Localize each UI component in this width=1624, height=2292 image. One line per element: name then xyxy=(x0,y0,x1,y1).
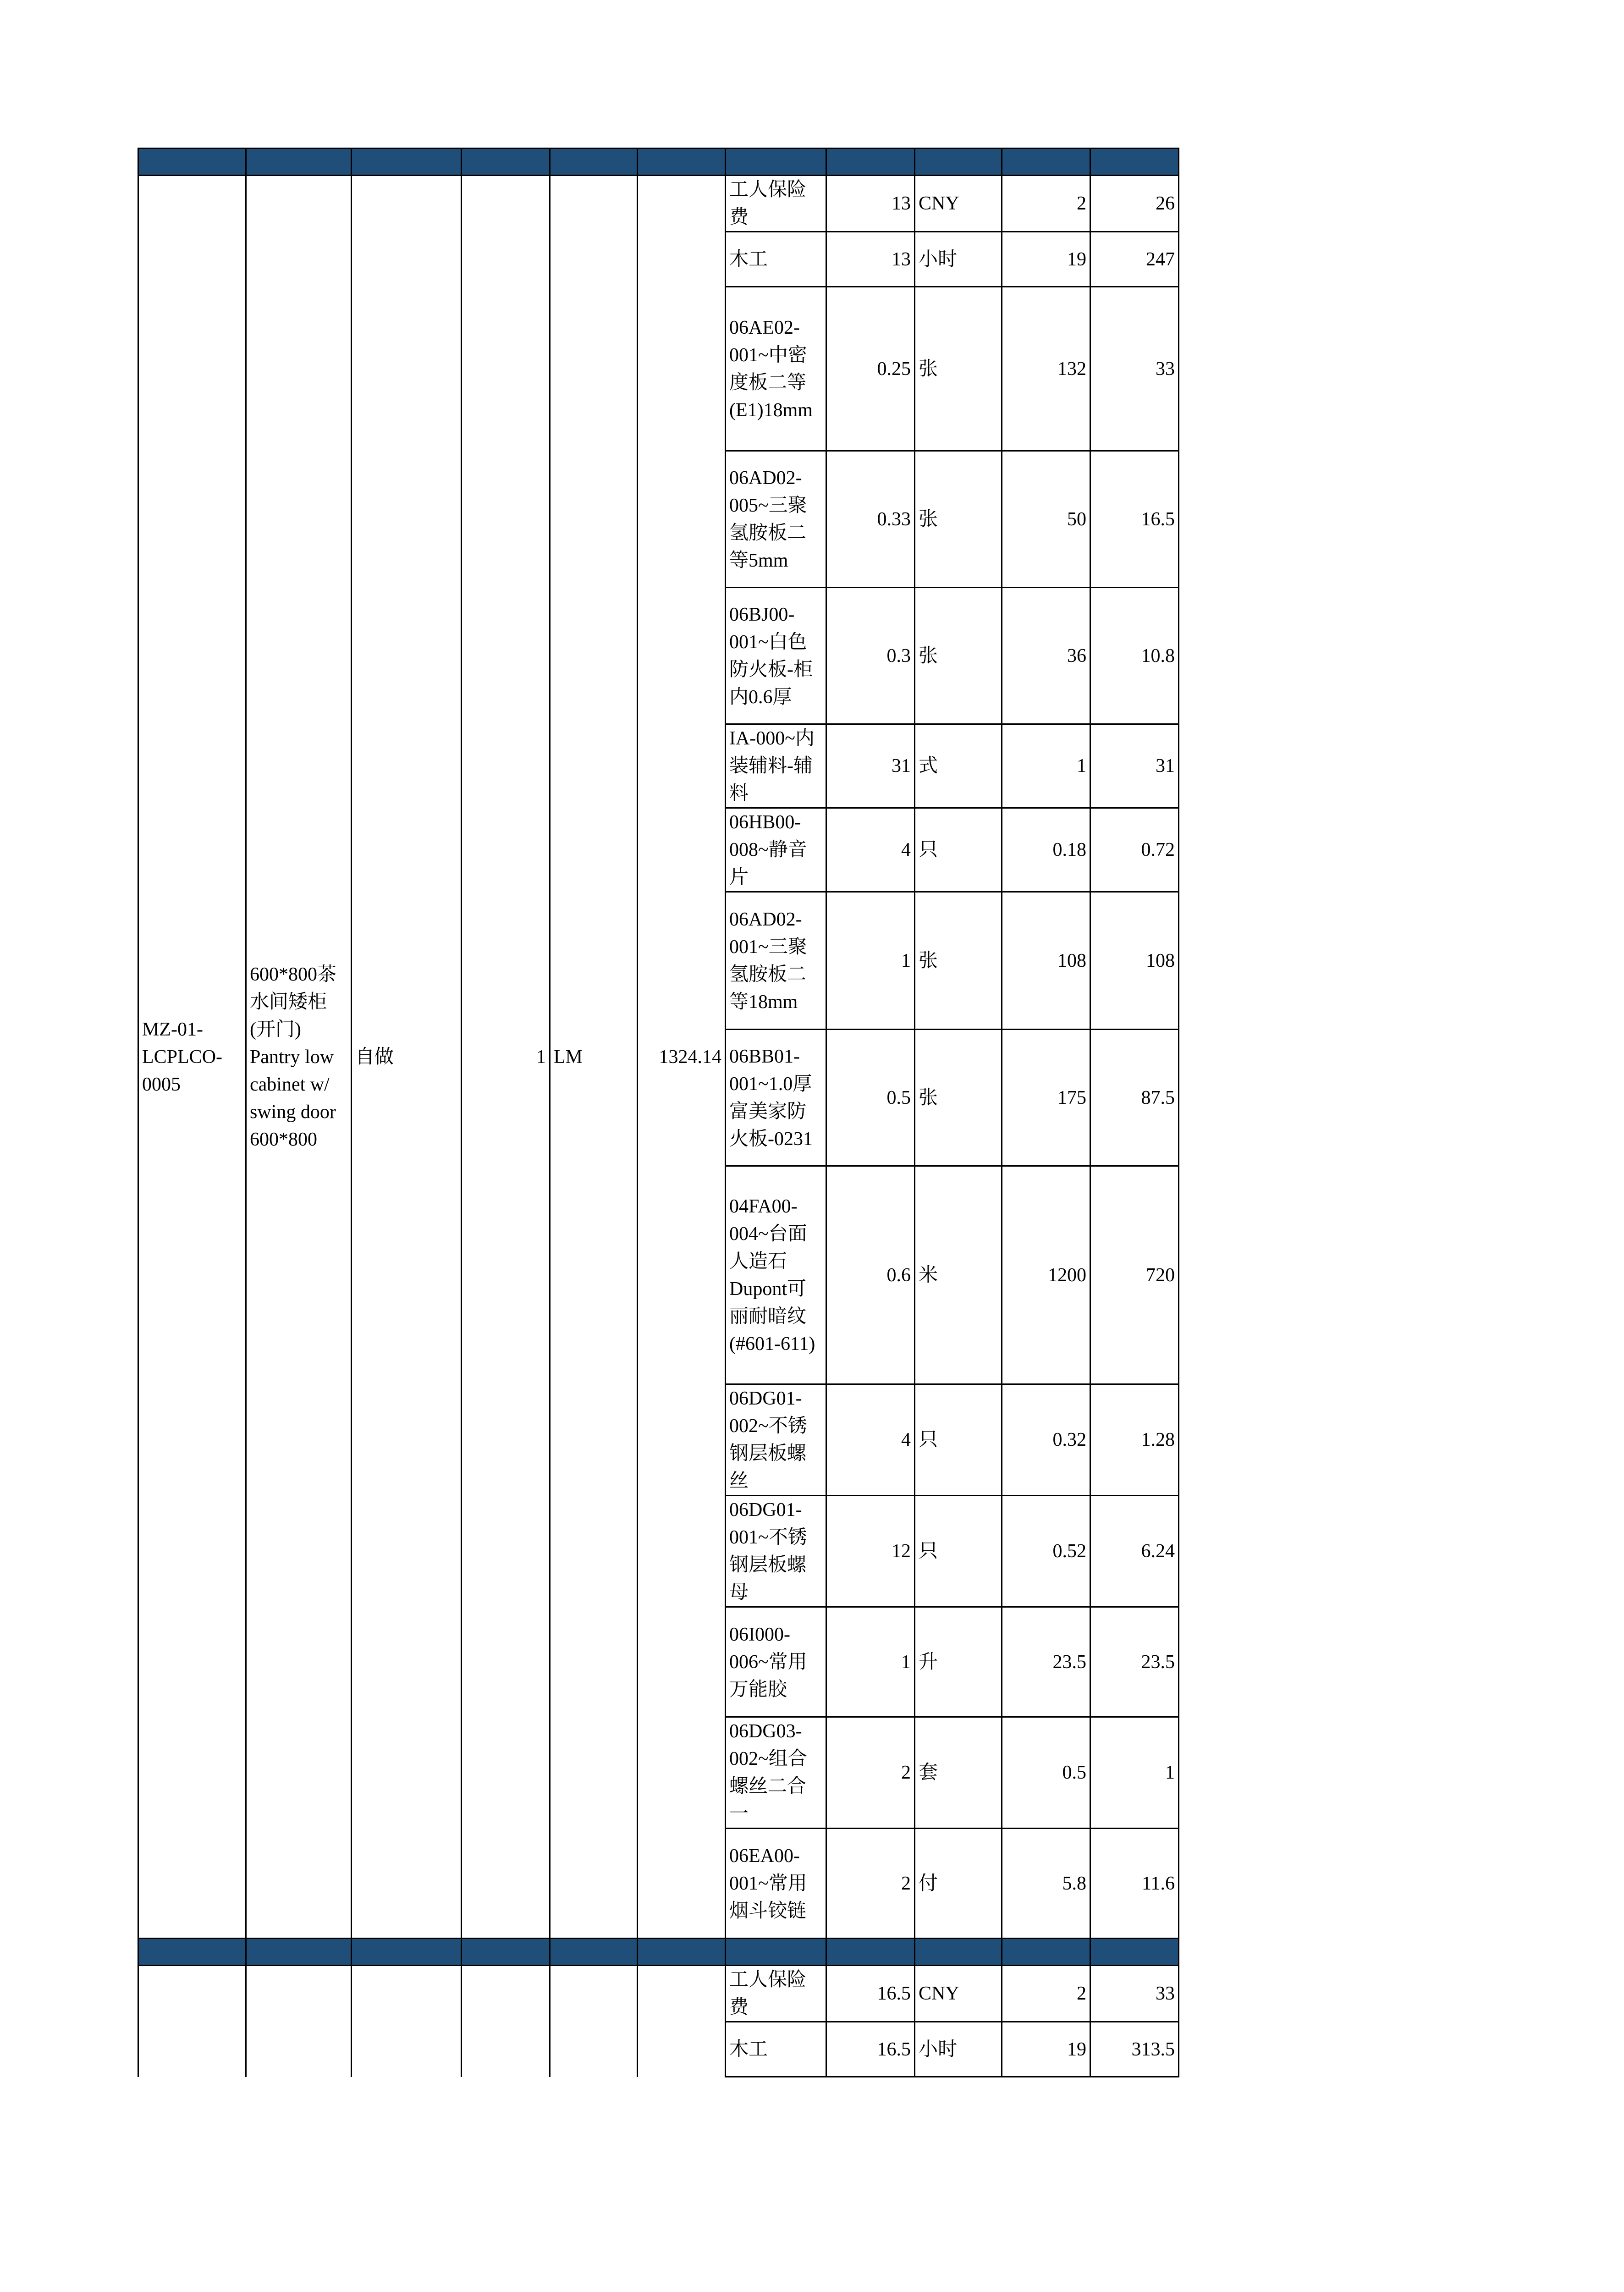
line-unit-cell: 只 xyxy=(915,1384,1002,1496)
line-qty-cell: 1 xyxy=(826,892,915,1030)
line-qty-cell: 0.3 xyxy=(826,588,915,724)
header-band-cell xyxy=(726,149,826,176)
line-qty-cell: 13 xyxy=(826,232,915,287)
item-unit-cell: LM xyxy=(550,176,638,1939)
line-total-cell: 247 xyxy=(1090,232,1179,287)
line-unit-cell: 张 xyxy=(915,287,1002,451)
line-qty-cell: 0.5 xyxy=(826,1030,915,1166)
line-unit-cell: 套 xyxy=(915,1717,1002,1829)
line-total-cell: 0.72 xyxy=(1090,808,1179,892)
line-item-name-cell: 06BB01-001~1.0厚富美家防火板-0231 xyxy=(726,1030,826,1166)
line-item-name-cell: 06EA00-001~常用烟斗铰链 xyxy=(726,1829,826,1939)
line-price-cell: 1 xyxy=(1002,724,1090,808)
line-qty-cell: 13 xyxy=(826,176,915,232)
line-item-name-cell: 木工 xyxy=(726,232,826,287)
line-total-cell: 1.28 xyxy=(1090,1384,1179,1496)
line-total-cell: 26 xyxy=(1090,176,1179,232)
table-row xyxy=(138,176,1179,232)
line-qty-cell: 4 xyxy=(826,1384,915,1496)
header-band-cell xyxy=(826,149,915,176)
header-band-cell xyxy=(638,149,726,176)
item-qty-cell xyxy=(462,1966,550,2077)
line-total-cell: 33 xyxy=(1090,1966,1179,2022)
item-source-cell xyxy=(352,1966,462,2077)
line-price-cell: 132 xyxy=(1002,287,1090,451)
line-price-cell: 108 xyxy=(1002,892,1090,1030)
line-price-cell: 0.5 xyxy=(1002,1717,1090,1829)
line-total-cell: 10.8 xyxy=(1090,588,1179,724)
line-price-cell: 175 xyxy=(1002,1030,1090,1166)
header-band-cell xyxy=(915,1939,1002,1966)
line-price-cell: 0.18 xyxy=(1002,808,1090,892)
item-unit-cell xyxy=(550,1966,638,2077)
line-total-cell: 1 xyxy=(1090,1717,1179,1829)
line-qty-cell: 0.33 xyxy=(826,451,915,588)
line-total-cell: 31 xyxy=(1090,724,1179,808)
line-price-cell: 19 xyxy=(1002,232,1090,287)
header-band-cell xyxy=(352,1939,462,1966)
line-item-name-cell: 06I000-006~常用万能胶 xyxy=(726,1607,826,1717)
cost-table xyxy=(138,148,1179,2077)
line-unit-cell: 米 xyxy=(915,1166,1002,1384)
line-total-cell: 313.5 xyxy=(1090,2022,1179,2077)
line-unit-cell: 张 xyxy=(915,892,1002,1030)
item-description-cell: 600*800茶水间矮柜(开门) Pantry low cabinet w/ swing door 600*800 xyxy=(246,176,352,1939)
line-unit-cell: CNY xyxy=(915,1966,1002,2022)
line-unit-cell: 张 xyxy=(915,1030,1002,1166)
line-price-cell: 0.52 xyxy=(1002,1496,1090,1607)
line-total-cell: 720 xyxy=(1090,1166,1179,1384)
line-qty-cell: 2 xyxy=(826,1717,915,1829)
line-unit-cell: 小时 xyxy=(915,2022,1002,2077)
header-band-cell xyxy=(638,1939,726,1966)
header-band-cell xyxy=(550,1939,638,1966)
header-band-cell xyxy=(246,1939,352,1966)
line-total-cell: 33 xyxy=(1090,287,1179,451)
line-unit-cell: 小时 xyxy=(915,232,1002,287)
cost-breakdown-sheet xyxy=(138,148,1179,2077)
line-price-cell: 5.8 xyxy=(1002,1829,1090,1939)
table-row xyxy=(138,1966,1179,2022)
line-total-cell: 23.5 xyxy=(1090,1607,1179,1717)
line-price-cell: 50 xyxy=(1002,451,1090,588)
header-band-cell xyxy=(915,149,1002,176)
line-unit-cell: 只 xyxy=(915,808,1002,892)
line-item-name-cell: 木工 xyxy=(726,2022,826,2077)
line-price-cell: 36 xyxy=(1002,588,1090,724)
line-total-cell: 87.5 xyxy=(1090,1030,1179,1166)
line-total-cell: 16.5 xyxy=(1090,451,1179,588)
header-band-cell xyxy=(246,149,352,176)
item-source-cell: 自做 xyxy=(352,176,462,1939)
line-item-name-cell: 04FA00-004~台面人造石Dupont可丽耐暗纹(#601-611) xyxy=(726,1166,826,1384)
header-band-cell xyxy=(352,149,462,176)
line-unit-cell: 升 xyxy=(915,1607,1002,1717)
header-band-cell xyxy=(462,1939,550,1966)
line-price-cell: 23.5 xyxy=(1002,1607,1090,1717)
header-band-cell xyxy=(1090,149,1179,176)
line-item-name-cell: 工人保险费 xyxy=(726,176,826,232)
header-band-cell xyxy=(550,149,638,176)
line-unit-cell: CNY xyxy=(915,176,1002,232)
line-qty-cell: 0.6 xyxy=(826,1166,915,1384)
line-unit-cell: 张 xyxy=(915,451,1002,588)
line-total-cell: 11.6 xyxy=(1090,1829,1179,1939)
item-amount-cell: 1324.14 xyxy=(638,176,726,1939)
header-band-cell xyxy=(1090,1939,1179,1966)
line-item-name-cell: 06DG01-002~不锈钢层板螺丝 xyxy=(726,1384,826,1496)
header-band-cell xyxy=(462,149,550,176)
line-item-name-cell: 06HB00-008~静音片 xyxy=(726,808,826,892)
line-item-name-cell: 06BJ00-001~白色防火板-柜内0.6厚 xyxy=(726,588,826,724)
line-unit-cell: 付 xyxy=(915,1829,1002,1939)
line-unit-cell: 张 xyxy=(915,588,1002,724)
header-band-cell xyxy=(1002,149,1090,176)
item-qty-cell: 1 xyxy=(462,176,550,1939)
line-qty-cell: 16.5 xyxy=(826,2022,915,2077)
header-band-cell xyxy=(138,149,246,176)
item-code-cell: MZ-01-LCPLCO-0005 xyxy=(138,176,246,1939)
line-qty-cell: 16.5 xyxy=(826,1966,915,2022)
line-price-cell: 2 xyxy=(1002,1966,1090,2022)
line-item-name-cell: 06AD02-005~三聚氢胺板二等5mm xyxy=(726,451,826,588)
line-price-cell: 0.32 xyxy=(1002,1384,1090,1496)
header-band-cell xyxy=(1002,1939,1090,1966)
header-band-cell xyxy=(826,1939,915,1966)
line-qty-cell: 2 xyxy=(826,1829,915,1939)
header-band-2 xyxy=(138,1939,1179,1966)
line-qty-cell: 4 xyxy=(826,808,915,892)
line-qty-cell: 31 xyxy=(826,724,915,808)
item-amount-cell xyxy=(638,1966,726,2077)
line-price-cell: 19 xyxy=(1002,2022,1090,2077)
line-total-cell: 6.24 xyxy=(1090,1496,1179,1607)
item-description-cell xyxy=(246,1966,352,2077)
line-item-name-cell: 06AD02-001~三聚氢胺板二等18mm xyxy=(726,892,826,1030)
line-item-name-cell: 06DG03-002~组合螺丝二合一 xyxy=(726,1717,826,1829)
line-price-cell: 2 xyxy=(1002,176,1090,232)
line-item-name-cell: 06DG01-001~不锈钢层板螺母 xyxy=(726,1496,826,1607)
line-qty-cell: 0.25 xyxy=(826,287,915,451)
header-band-1 xyxy=(138,149,1179,176)
line-price-cell: 1200 xyxy=(1002,1166,1090,1384)
header-band-cell xyxy=(138,1939,246,1966)
line-item-name-cell: 工人保险费 xyxy=(726,1966,826,2022)
line-item-name-cell: 06AE02-001~中密度板二等(E1)18mm xyxy=(726,287,826,451)
line-total-cell: 108 xyxy=(1090,892,1179,1030)
line-unit-cell: 式 xyxy=(915,724,1002,808)
header-band-cell xyxy=(726,1939,826,1966)
item-code-cell xyxy=(138,1966,246,2077)
line-qty-cell: 12 xyxy=(826,1496,915,1607)
line-item-name-cell: IA-000~内装辅料-辅料 xyxy=(726,724,826,808)
line-unit-cell: 只 xyxy=(915,1496,1002,1607)
line-qty-cell: 1 xyxy=(826,1607,915,1717)
